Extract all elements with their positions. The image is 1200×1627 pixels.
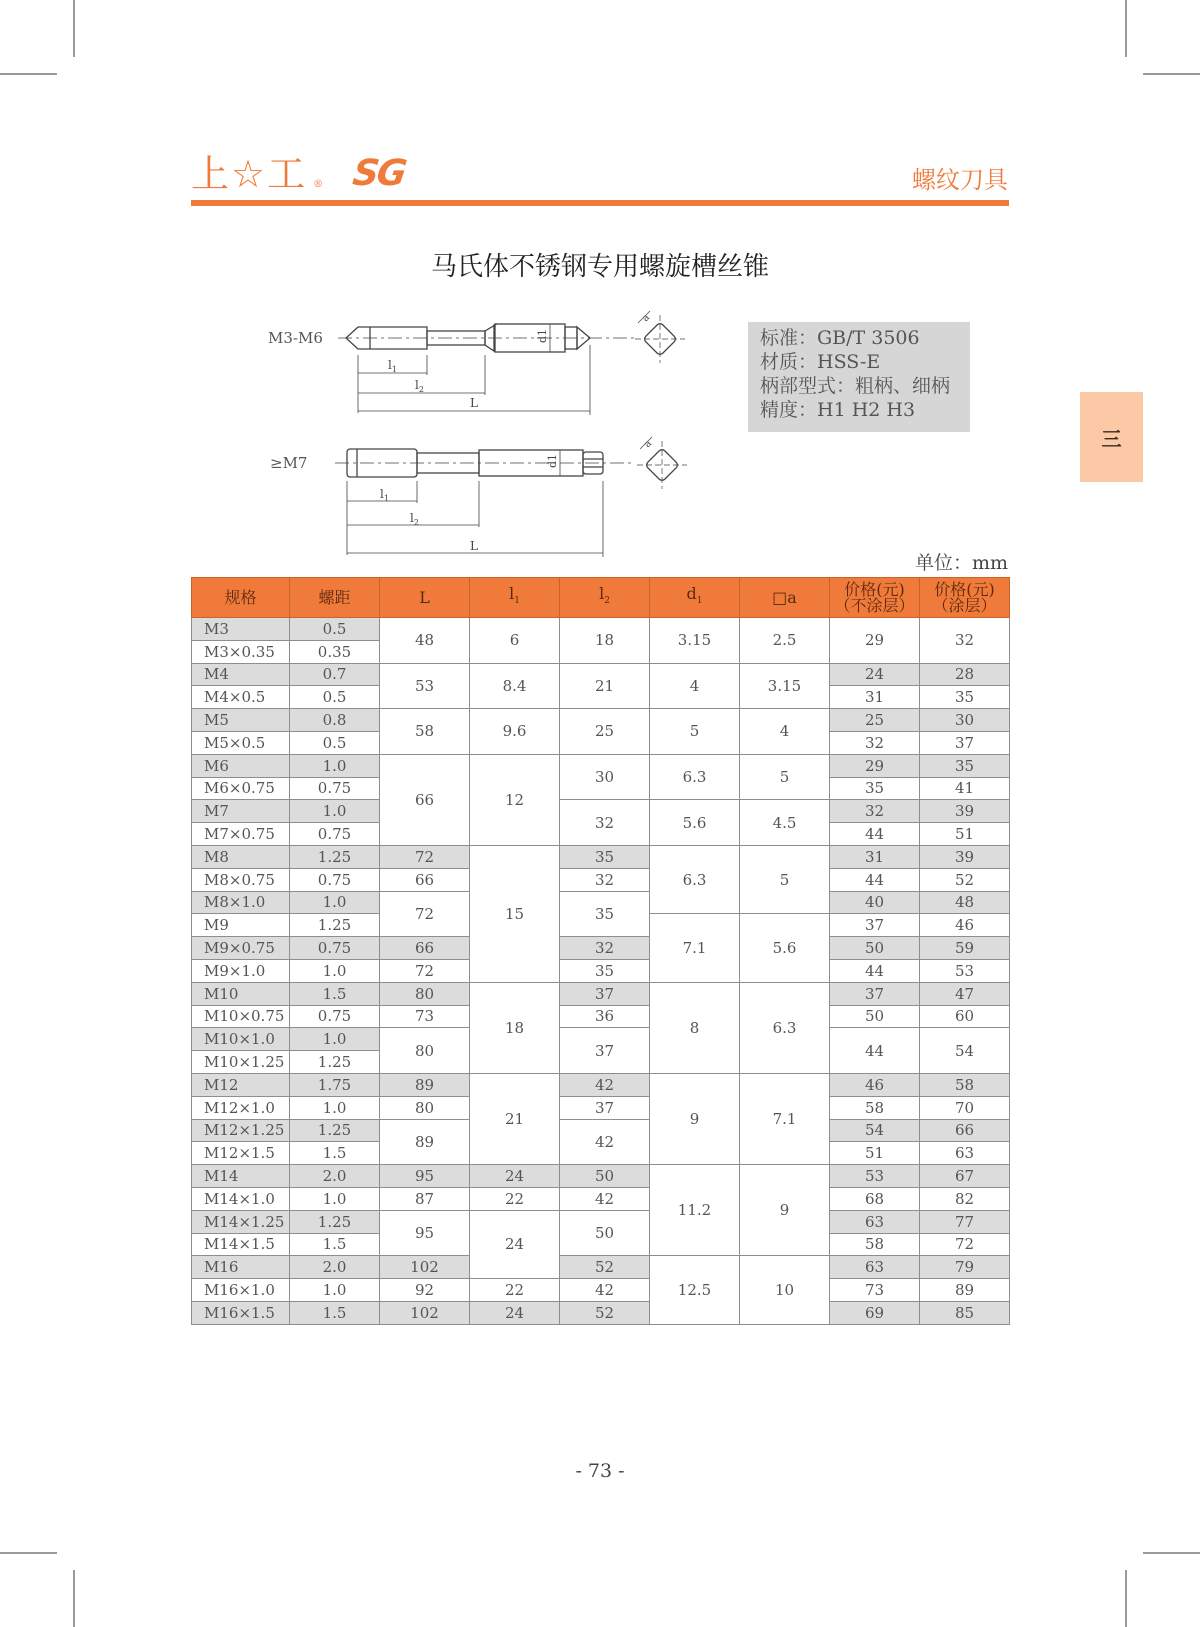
table-row — [192, 618, 1010, 641]
cell-price-uncoated: 25 — [830, 709, 920, 732]
cell-price-coated: 59 — [920, 937, 1010, 960]
cell-price-coated: 54 — [920, 1028, 1010, 1074]
cell-l2: 42 — [560, 1279, 650, 1302]
cell-l1: 18 — [470, 982, 560, 1073]
cell-a: 2.5 — [740, 618, 830, 664]
unit-label: 单位：mm — [914, 552, 1008, 574]
logo-chinese: 上☆工 — [191, 152, 308, 196]
crop-mark — [0, 73, 57, 75]
cell-l1: 24 — [470, 1165, 560, 1188]
cell-price-uncoated: 51 — [830, 1142, 920, 1165]
cell-spec: M14×1.25 — [192, 1210, 290, 1233]
svg-text:a: a — [642, 438, 655, 451]
cell-spec: M12×1.0 — [192, 1096, 290, 1119]
spec-info-box — [748, 322, 970, 432]
cell-spec: M5×0.5 — [192, 731, 290, 754]
cell-price-uncoated: 35 — [830, 777, 920, 800]
cell-pitch: 0.75 — [290, 937, 380, 960]
header-price-coated: 价格(元) （涂层） — [920, 578, 1010, 618]
cell-l1: 21 — [470, 1073, 560, 1164]
cell-spec: M16×1.5 — [192, 1301, 290, 1324]
cell-L: 66 — [380, 868, 470, 891]
cell-price-coated: 82 — [920, 1187, 1010, 1210]
cell-d1: 11.2 — [650, 1165, 740, 1256]
cell-d1: 7.1 — [650, 914, 740, 982]
brand-logo — [191, 150, 408, 196]
cell-pitch: 1.0 — [290, 1187, 380, 1210]
cell-pitch: 1.5 — [290, 1233, 380, 1256]
cell-spec: M10×0.75 — [192, 1005, 290, 1028]
spec-table — [191, 577, 1010, 1325]
cell-a: 4 — [740, 709, 830, 755]
cell-l2: 35 — [560, 959, 650, 982]
cell-price-coated: 35 — [920, 754, 1010, 777]
cell-price-coated: 60 — [920, 1005, 1010, 1028]
svg-text:l1: $l_1$ — [388, 358, 397, 374]
cell-spec: M14×1.0 — [192, 1187, 290, 1210]
cell-price-coated: 70 — [920, 1096, 1010, 1119]
cell-price-coated: 41 — [920, 777, 1010, 800]
cell-L: 58 — [380, 709, 470, 755]
cell-L: 48 — [380, 618, 470, 664]
table-row — [192, 845, 1010, 868]
cell-spec: M10×1.0 — [192, 1028, 290, 1051]
table-row — [192, 1210, 1010, 1233]
cell-l2: 37 — [560, 982, 650, 1005]
cell-l2: 32 — [560, 800, 650, 846]
svg-text:d1: d1 — [536, 328, 549, 343]
cell-l2: 37 — [560, 1028, 650, 1074]
header-l1: $l_1$ — [470, 578, 560, 618]
table-row — [192, 1187, 1010, 1210]
cell-price-coated: 51 — [920, 823, 1010, 846]
cell-spec: M12×1.25 — [192, 1119, 290, 1142]
tap-diagram — [260, 305, 730, 565]
cell-pitch: 0.75 — [290, 1005, 380, 1028]
cell-pitch: 1.0 — [290, 1096, 380, 1119]
table-row — [192, 1005, 1010, 1028]
cell-price-uncoated: 46 — [830, 1073, 920, 1096]
cell-spec: M16×1.0 — [192, 1279, 290, 1302]
table-row — [192, 1119, 1010, 1142]
svg-text:L: L — [470, 539, 478, 553]
cell-pitch: 1.0 — [290, 754, 380, 777]
svg-text:M3-M6: M3-M6 — [268, 329, 323, 347]
cell-pitch: 1.5 — [290, 1142, 380, 1165]
cell-price-coated: 48 — [920, 891, 1010, 914]
table-row — [192, 1165, 1010, 1188]
cell-l2: 30 — [560, 754, 650, 800]
cell-d1: 8 — [650, 982, 740, 1073]
cell-l2: 52 — [560, 1301, 650, 1324]
cell-pitch: 1.25 — [290, 1119, 380, 1142]
cell-spec: M10 — [192, 982, 290, 1005]
crop-mark — [0, 1552, 57, 1554]
cell-price-uncoated: 50 — [830, 1005, 920, 1028]
cell-l1: 9.6 — [470, 709, 560, 755]
chapter-tab — [1080, 392, 1143, 482]
cell-price-uncoated: 37 — [830, 982, 920, 1005]
cell-L: 53 — [380, 663, 470, 709]
cell-d1: 3.15 — [650, 618, 740, 664]
cell-spec: M9×1.0 — [192, 959, 290, 982]
header-l2: $l_2$ — [560, 578, 650, 618]
cell-spec: M7×0.75 — [192, 823, 290, 846]
cell-pitch: 0.75 — [290, 777, 380, 800]
table-row — [192, 1279, 1010, 1302]
table-row — [192, 754, 1010, 777]
cell-l1: 8.4 — [470, 663, 560, 709]
cell-spec: M6 — [192, 754, 290, 777]
table-row — [192, 891, 1010, 914]
cell-price-coated: 72 — [920, 1233, 1010, 1256]
table-row — [192, 959, 1010, 982]
cell-pitch: 1.25 — [290, 1210, 380, 1233]
cell-spec: M3 — [192, 618, 290, 641]
cell-spec: M8 — [192, 845, 290, 868]
cell-pitch: 0.5 — [290, 618, 380, 641]
cell-price-coated: 66 — [920, 1119, 1010, 1142]
cell-price-uncoated: 50 — [830, 937, 920, 960]
logo-sg: SG — [350, 153, 408, 194]
cell-spec: M8×1.0 — [192, 891, 290, 914]
cell-d1: 6.3 — [650, 845, 740, 913]
cell-spec: M7 — [192, 800, 290, 823]
crop-mark — [73, 1570, 75, 1627]
cell-a: 5 — [740, 845, 830, 913]
cell-price-coated: 28 — [920, 663, 1010, 686]
svg-text:≥M7: ≥M7 — [270, 454, 308, 472]
table-row — [192, 663, 1010, 686]
cell-l2: 25 — [560, 709, 650, 755]
cell-pitch: 0.75 — [290, 868, 380, 891]
cell-spec: M4 — [192, 663, 290, 686]
material-text: 材质：HSS-E — [760, 351, 881, 373]
cell-l1: 22 — [470, 1279, 560, 1302]
cell-d1: 5.6 — [650, 800, 740, 846]
cell-price-coated: 46 — [920, 914, 1010, 937]
cell-price-uncoated: 31 — [830, 686, 920, 709]
cell-price-coated: 39 — [920, 800, 1010, 823]
cell-price-coated: 67 — [920, 1165, 1010, 1188]
cell-L: 89 — [380, 1119, 470, 1165]
cell-L: 72 — [380, 959, 470, 982]
cell-pitch: 0.7 — [290, 663, 380, 686]
cell-l2: 42 — [560, 1073, 650, 1096]
cell-l2: 36 — [560, 1005, 650, 1028]
cell-price-uncoated: 73 — [830, 1279, 920, 1302]
cell-pitch: 2.0 — [290, 1256, 380, 1279]
cell-pitch: 1.75 — [290, 1073, 380, 1096]
cell-price-uncoated: 58 — [830, 1233, 920, 1256]
cell-price-uncoated: 32 — [830, 731, 920, 754]
cell-price-uncoated: 44 — [830, 823, 920, 846]
cell-pitch: 0.5 — [290, 731, 380, 754]
cell-pitch: 1.0 — [290, 1279, 380, 1302]
svg-text:L: L — [470, 396, 478, 410]
crop-mark — [1143, 73, 1200, 75]
table-row — [192, 800, 1010, 823]
cell-spec: M8×0.75 — [192, 868, 290, 891]
cell-price-coated: 77 — [920, 1210, 1010, 1233]
header-d1: $d_1$ — [650, 578, 740, 618]
cell-price-coated: 85 — [920, 1301, 1010, 1324]
shank-type-text: 柄部型式：粗柄、细柄 — [760, 375, 951, 397]
table-row — [192, 1301, 1010, 1324]
standard-text: 标准：GB/T 3506 — [760, 327, 920, 349]
cell-pitch: 1.25 — [290, 1051, 380, 1074]
registered-mark: ® — [313, 179, 324, 190]
cell-price-coated: 37 — [920, 731, 1010, 754]
cell-a: 5 — [740, 754, 830, 800]
table-row — [192, 982, 1010, 1005]
cell-pitch: 1.0 — [290, 891, 380, 914]
cell-l1: 24 — [470, 1301, 560, 1324]
cell-l2: 18 — [560, 618, 650, 664]
cell-price-coated: 47 — [920, 982, 1010, 1005]
cell-price-uncoated: 68 — [830, 1187, 920, 1210]
cell-pitch: 1.0 — [290, 800, 380, 823]
page-number: - 73 - — [575, 1460, 625, 1482]
cell-price-uncoated: 63 — [830, 1210, 920, 1233]
crop-mark — [73, 0, 75, 57]
cell-spec: M6×0.75 — [192, 777, 290, 800]
table-row — [192, 937, 1010, 960]
cell-spec: M10×1.25 — [192, 1051, 290, 1074]
cell-L: 95 — [380, 1210, 470, 1256]
cell-price-uncoated: 63 — [830, 1256, 920, 1279]
crop-mark — [1143, 1552, 1200, 1554]
svg-text:l2: $l_2$ — [415, 378, 424, 394]
cell-a: 7.1 — [740, 1073, 830, 1164]
cell-price-coated: 39 — [920, 845, 1010, 868]
cell-pitch: 0.5 — [290, 686, 380, 709]
cell-l1: 15 — [470, 845, 560, 982]
cell-d1: 4 — [650, 663, 740, 709]
crop-mark — [1125, 1570, 1127, 1627]
header-spec: 规格 — [192, 578, 290, 618]
cell-l2: 32 — [560, 937, 650, 960]
cell-l2: 35 — [560, 845, 650, 868]
cell-price-uncoated: 54 — [830, 1119, 920, 1142]
cell-price-coated: 52 — [920, 868, 1010, 891]
cell-L: 80 — [380, 1028, 470, 1074]
table-header-row — [192, 578, 1010, 618]
cell-a: 9 — [740, 1165, 830, 1256]
cell-l1: 22 — [470, 1187, 560, 1210]
cell-d1: 6.3 — [650, 754, 740, 800]
cell-price-uncoated: 44 — [830, 868, 920, 891]
cell-L: 72 — [380, 891, 470, 937]
cell-price-uncoated: 29 — [830, 754, 920, 777]
cell-L: 102 — [380, 1301, 470, 1324]
cell-spec: M3×0.35 — [192, 640, 290, 663]
page-title: 马氏体不锈钢专用螺旋槽丝锥 — [430, 252, 769, 282]
section-title: 螺纹刀具 — [912, 166, 1008, 194]
cell-l1: 12 — [470, 754, 560, 845]
header-divider — [191, 200, 1009, 206]
cell-L: 89 — [380, 1073, 470, 1096]
crop-mark — [1125, 0, 1127, 57]
cell-pitch: 0.8 — [290, 709, 380, 732]
svg-text:l2: $l_2$ — [410, 511, 419, 527]
cell-pitch: 1.0 — [290, 1028, 380, 1051]
cell-price-uncoated: 40 — [830, 891, 920, 914]
cell-price-uncoated: 53 — [830, 1165, 920, 1188]
header-pitch: 螺距 — [290, 578, 380, 618]
cell-spec: M14×1.5 — [192, 1233, 290, 1256]
precision-text: 精度：H1 H2 H3 — [760, 399, 916, 421]
header-price-uncoated: 价格(元) （不涂层） — [830, 578, 920, 618]
chapter-tab-label: 三 — [1101, 426, 1122, 451]
svg-text:d1: d1 — [546, 453, 559, 468]
cell-spec: M16 — [192, 1256, 290, 1279]
cell-price-uncoated: 44 — [830, 1028, 920, 1074]
cell-spec: M4×0.5 — [192, 686, 290, 709]
cell-spec: M12×1.5 — [192, 1142, 290, 1165]
cell-L: 73 — [380, 1005, 470, 1028]
cell-price-coated: 32 — [920, 618, 1010, 664]
cell-price-uncoated: 69 — [830, 1301, 920, 1324]
cell-L: 66 — [380, 937, 470, 960]
table-row — [192, 1096, 1010, 1119]
cell-a: 3.15 — [740, 663, 830, 709]
cell-pitch: 0.75 — [290, 823, 380, 846]
cell-price-uncoated: 37 — [830, 914, 920, 937]
cell-pitch: 1.0 — [290, 959, 380, 982]
cell-L: 80 — [380, 982, 470, 1005]
cell-pitch: 1.25 — [290, 845, 380, 868]
cell-price-coated: 53 — [920, 959, 1010, 982]
cell-l1: 6 — [470, 618, 560, 664]
cell-L: 87 — [380, 1187, 470, 1210]
cell-l2: 50 — [560, 1165, 650, 1188]
cell-L: 80 — [380, 1096, 470, 1119]
cell-L: 72 — [380, 845, 470, 868]
cell-a: 5.6 — [740, 914, 830, 982]
cell-price-uncoated: 31 — [830, 845, 920, 868]
header-L: L — [380, 578, 470, 618]
cell-a: 4.5 — [740, 800, 830, 846]
table-row — [192, 868, 1010, 891]
cell-pitch: 1.5 — [290, 1301, 380, 1324]
cell-l2: 37 — [560, 1096, 650, 1119]
cell-spec: M14 — [192, 1165, 290, 1188]
cell-pitch: 2.0 — [290, 1165, 380, 1188]
cell-price-uncoated: 44 — [830, 959, 920, 982]
cell-l2: 32 — [560, 868, 650, 891]
cell-L: 95 — [380, 1165, 470, 1188]
cell-L: 102 — [380, 1256, 470, 1279]
cell-l2: 52 — [560, 1256, 650, 1279]
cell-L: 92 — [380, 1279, 470, 1302]
svg-text:l1: $l_1$ — [380, 487, 389, 503]
cell-pitch: 1.25 — [290, 914, 380, 937]
cell-price-coated: 79 — [920, 1256, 1010, 1279]
cell-a: 10 — [740, 1256, 830, 1324]
cell-price-uncoated: 29 — [830, 618, 920, 664]
header-a: □a — [740, 578, 830, 618]
cell-price-uncoated: 58 — [830, 1096, 920, 1119]
table-row — [192, 709, 1010, 732]
cell-a: 6.3 — [740, 982, 830, 1073]
cell-d1: 9 — [650, 1073, 740, 1164]
cell-l2: 21 — [560, 663, 650, 709]
cell-l2: 35 — [560, 891, 650, 937]
cell-price-coated: 35 — [920, 686, 1010, 709]
cell-l2: 42 — [560, 1119, 650, 1165]
cell-spec: M12 — [192, 1073, 290, 1096]
cell-price-coated: 58 — [920, 1073, 1010, 1096]
cell-price-uncoated: 32 — [830, 800, 920, 823]
table-row — [192, 1028, 1010, 1051]
cell-d1: 5 — [650, 709, 740, 755]
table-row — [192, 1073, 1010, 1096]
cell-d1: 12.5 — [650, 1256, 740, 1324]
table-row — [192, 1256, 1010, 1279]
cell-price-coated: 30 — [920, 709, 1010, 732]
cell-spec: M5 — [192, 709, 290, 732]
cell-spec: M9 — [192, 914, 290, 937]
cell-price-coated: 63 — [920, 1142, 1010, 1165]
cell-price-uncoated: 24 — [830, 663, 920, 686]
cell-l2: 42 — [560, 1187, 650, 1210]
cell-pitch: 1.5 — [290, 982, 380, 1005]
cell-l2: 50 — [560, 1210, 650, 1256]
cell-spec: M9×0.75 — [192, 937, 290, 960]
cell-price-coated: 89 — [920, 1279, 1010, 1302]
svg-text:a: a — [640, 312, 653, 325]
cell-pitch: 0.35 — [290, 640, 380, 663]
cell-l1: 24 — [470, 1210, 560, 1278]
cell-L: 66 — [380, 754, 470, 845]
